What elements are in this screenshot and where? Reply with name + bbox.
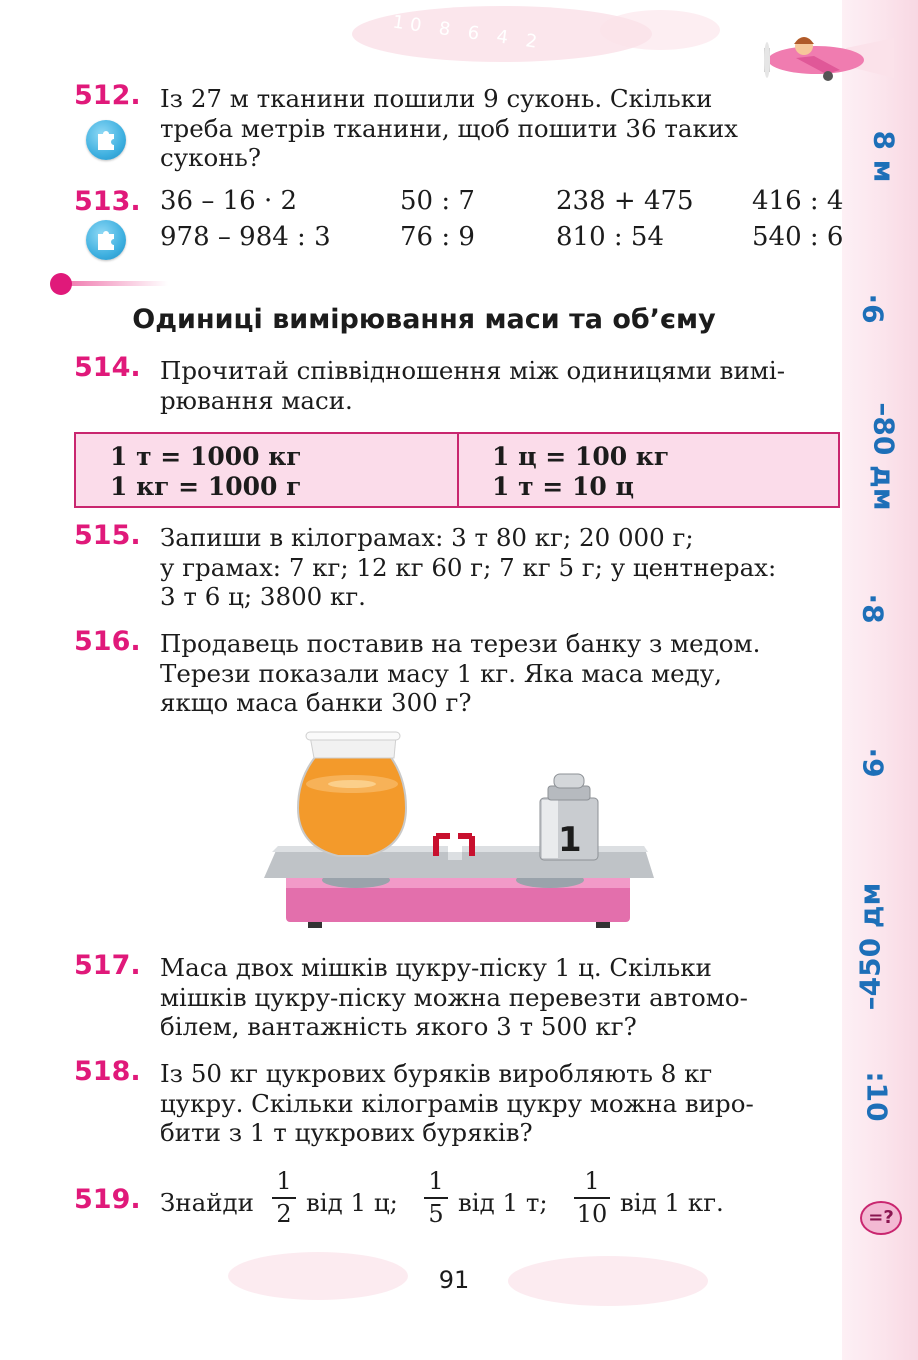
side-label-6: –450 дм <box>853 882 887 1011</box>
side-label-3: –80 дм <box>867 402 901 511</box>
task-518-number: 518. <box>74 1056 141 1087</box>
fraction-denominator: 10 <box>576 1200 608 1228</box>
task-519-number: 519. <box>74 1184 141 1215</box>
task-515-line: у грамах: 7 кг; 12 кг 60 г; 7 кг 5 г; у центнерах: <box>160 552 777 582</box>
fraction-bar <box>272 1197 296 1199</box>
task-516-line: Терези показали масу 1 кг. Яка маса меду, <box>160 658 722 688</box>
task-515-number: 515. <box>74 520 141 551</box>
task-512-line: Із 27 м тканини пошили 9 суконь. Скільки <box>160 84 713 113</box>
task-513-expression: 416 : 4 <box>752 186 844 216</box>
task-513-expression: 810 : 54 <box>556 222 664 252</box>
task-519-find-word: Знайди <box>160 1188 254 1217</box>
equals-question-icon: =? <box>860 1201 902 1235</box>
task-514-text <box>160 356 838 415</box>
task-512-text <box>160 84 838 173</box>
side-label-4: ·8 <box>856 593 890 624</box>
side-label-7: :10 <box>860 1071 894 1122</box>
task-517-text <box>160 953 838 1042</box>
task-519-text-3: від 1 кг. <box>620 1188 724 1217</box>
unit-relation: 1 кг = 1000 г <box>110 472 302 501</box>
task-517-line: мішків цукру-піску можна перевезти автомо- <box>160 982 748 1012</box>
table-left-column <box>110 442 302 502</box>
task-513-expression: 540 : 6 <box>752 222 844 252</box>
task-516-line: якщо маса банки 300 г? <box>160 688 472 717</box>
airplane-illustration <box>736 18 896 88</box>
fraction-denominator: 5 <box>428 1200 444 1228</box>
section-divider-dot <box>50 273 72 295</box>
task-514-line: Прочитай співвідношення між одиницями вимі- <box>160 356 785 385</box>
task-517-line: Маса двох мішків цукру-піску 1 ц. Скільки <box>160 953 712 982</box>
unit-relation: 1 т = 1000 кг <box>110 442 302 471</box>
task-514-line: рювання маси. <box>160 385 353 415</box>
top-cloud-digits: 10 8 6 4 2 <box>391 11 545 54</box>
task-513-expression: 238 + 475 <box>556 186 694 216</box>
section-divider-line <box>68 281 168 286</box>
task-519-text-1: від 1 ц; <box>306 1188 398 1217</box>
scale-illustration <box>258 728 658 930</box>
task-518-text <box>160 1059 838 1148</box>
side-label-1: 8 м <box>867 130 901 183</box>
fraction-denominator: 2 <box>276 1200 292 1228</box>
page-number: 91 <box>438 1266 470 1294</box>
side-label-5: ·9 <box>856 747 890 778</box>
section-title: Одиниці вимірювання маси та об’єму <box>132 304 716 335</box>
task-513-expression: 978 – 984 : 3 <box>160 222 331 252</box>
task-516-line: Продавець поставив на терези банку з медом. <box>160 629 761 658</box>
weight-label: 1 <box>558 820 582 860</box>
task-513-expression: 50 : 7 <box>400 186 475 216</box>
unit-relation: 1 т = 10 ц <box>492 472 634 501</box>
mass-units-table <box>74 432 840 508</box>
task-517-line: білем, вантажність якого 3 т 500 кг? <box>160 1012 637 1041</box>
task-515-text <box>160 523 838 612</box>
task-519-text-2: від 1 т; <box>458 1188 548 1217</box>
task-518-line: Із 50 кг цукрових буряків виробляють 8 кг <box>160 1059 713 1088</box>
task-515-line: Запиши в кілограмах: 3 т 80 кг; 20 000 г; <box>160 523 694 552</box>
side-decoration-band <box>842 0 918 1360</box>
fraction-numerator: 1 <box>276 1167 292 1195</box>
fraction-3 <box>574 1168 610 1228</box>
task-512-line: треба метрів тканини, щоб пошити 36 таких <box>160 113 738 143</box>
table-right-column <box>492 442 669 502</box>
task-518-line: бити з 1 т цукрових буряків? <box>160 1118 533 1147</box>
task-513-expression: 36 – 16 · 2 <box>160 186 298 216</box>
table-divider <box>457 434 459 506</box>
fraction-bar <box>424 1197 448 1199</box>
task-514-number: 514. <box>74 352 141 383</box>
task-517-number: 517. <box>74 950 141 981</box>
task-513-number: 513. <box>74 186 141 217</box>
task-512-line: суконь? <box>160 143 262 172</box>
puzzle-icon <box>86 220 126 260</box>
task-513-expression: 76 : 9 <box>400 222 475 252</box>
task-516-text <box>160 629 838 718</box>
task-515-line: 3 т 6 ц; 3800 кг. <box>160 582 366 611</box>
fraction-1 <box>272 1168 296 1228</box>
task-512-number: 512. <box>74 80 141 111</box>
task-516-number: 516. <box>74 626 141 657</box>
unit-relation: 1 ц = 100 кг <box>492 442 670 471</box>
fraction-numerator: 1 <box>428 1167 444 1195</box>
task-518-line: цукру. Скільки кілограмів цукру можна виро- <box>160 1088 754 1118</box>
top-cloud-2 <box>600 10 720 50</box>
side-label-2: ·6 <box>856 293 890 324</box>
fraction-numerator: 1 <box>584 1167 600 1195</box>
puzzle-icon <box>86 120 126 160</box>
fraction-bar <box>574 1197 610 1199</box>
fraction-2 <box>424 1168 448 1228</box>
